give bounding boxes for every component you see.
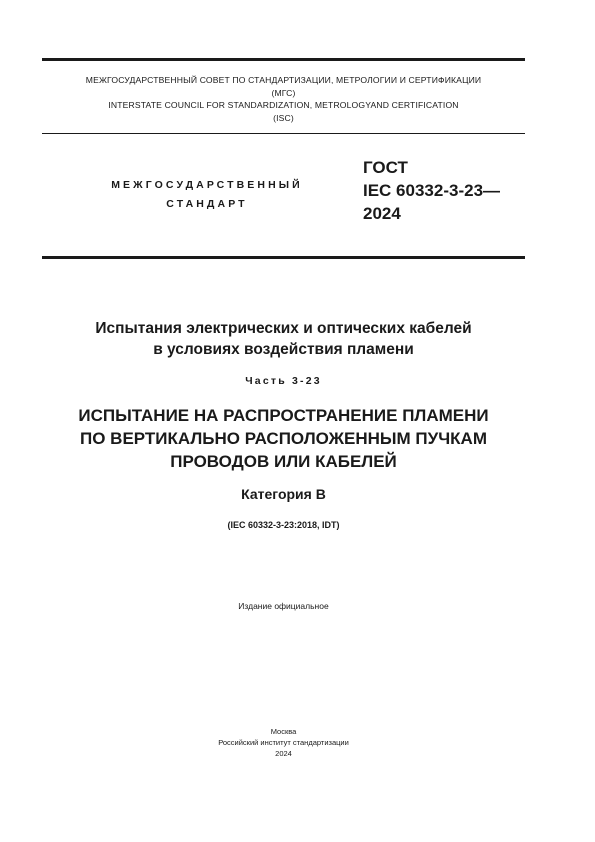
standard-type-line1: МЕЖГОСУДАРСТВЕННЫЙ: [111, 179, 303, 191]
council-name-en: INTERSTATE COUNCIL FOR STANDARDIZATION, METROLOGYAND CERTIFICATION: [108, 100, 459, 111]
publisher-block: [42, 726, 525, 759]
council-name-ru: МЕЖГОСУДАРСТВЕННЫЙ СОВЕТ ПО СТАНДАРТИЗАЦИИ, МЕТРОЛОГИИ И СЕРТИФИКАЦИИ: [85, 75, 482, 85]
main-title-line2: ПО ВЕРТИКАЛЬНО РАСПОЛОЖЕННЫМ ПУЧКАМ: [80, 429, 487, 448]
main-title-line1: ИСПЫТАНИЕ НА РАСПРОСТРАНЕНИЕ ПЛАМЕНИ: [78, 406, 489, 425]
series-title-line1: Испытания электрических и оптических кабелей: [95, 320, 472, 337]
part-label: Часть 3-23: [245, 375, 322, 387]
standard-type: [62, 176, 352, 214]
council-header: [42, 74, 525, 124]
official-edition: Издание официальное: [238, 601, 329, 611]
title-block: [42, 318, 525, 531]
header-divider-rule: [42, 133, 525, 134]
standard-designation: [363, 156, 500, 225]
publisher-year: 2024: [275, 749, 292, 758]
publisher-city: Москва: [270, 727, 297, 736]
main-title-line3: ПРОВОДОВ ИЛИ КАБЕЛЕЙ: [170, 452, 397, 471]
publisher-org: Российский институт стандартизации: [218, 738, 349, 747]
main-title: [42, 404, 525, 473]
iec-reference: (IEC 60332-3-23:2018, IDT): [227, 520, 340, 530]
series-title-line2: в условиях воздействия пламени: [153, 341, 414, 358]
designation-year: 2024: [363, 204, 401, 223]
council-abbr-en: (ISC): [273, 112, 294, 123]
series-title: [42, 318, 525, 360]
standard-type-line2: СТАНДАРТ: [166, 198, 248, 210]
designation-number: IEC 60332-3-23—: [363, 181, 501, 200]
category-label: Категория В: [241, 486, 326, 502]
council-abbr-ru: (МГС): [271, 87, 296, 98]
bottom-header-rule: [42, 256, 525, 259]
top-border-rule: [42, 58, 525, 61]
designation-gost: ГОСТ: [363, 158, 408, 177]
